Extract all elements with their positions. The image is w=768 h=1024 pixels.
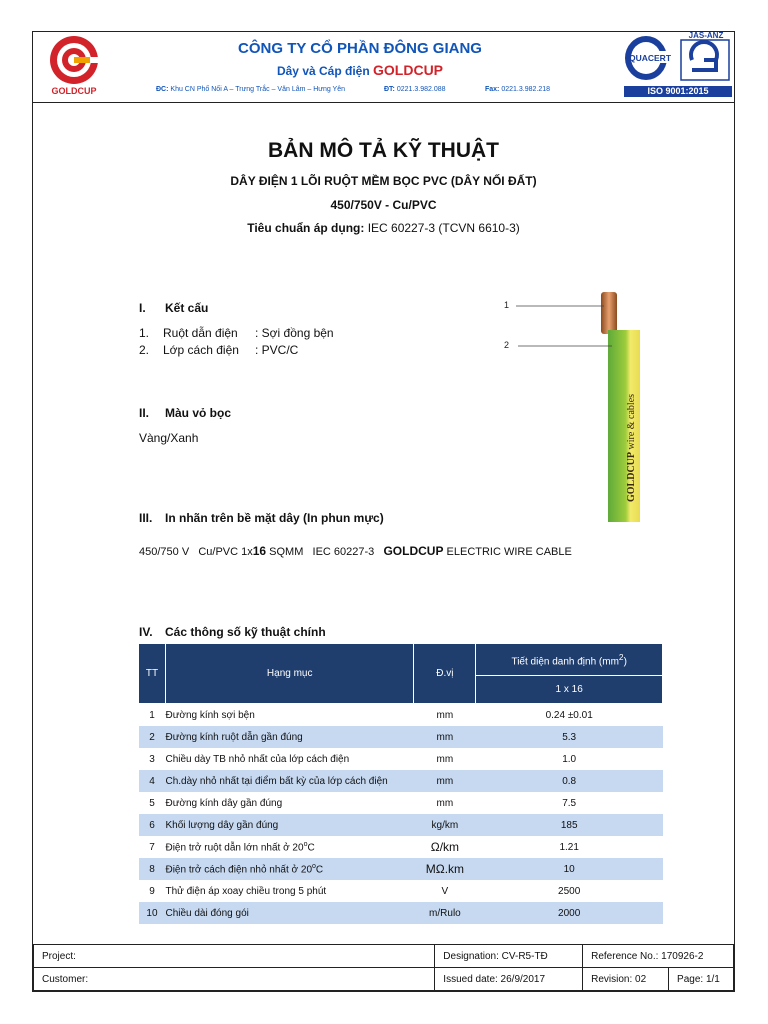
section-4-heading: IV. Các thông số kỹ thuật chính [139,625,326,639]
table-row: 10 Chiều dài đóng gói m/Rulo 2000 [139,902,663,924]
page-number: Page: 1/1 [669,968,734,991]
header-divider [33,102,734,103]
company-name: CÔNG TY CỔ PHẦN ĐÔNG GIANG [238,40,482,57]
table-row: 2 Đường kính ruột dẫn gần đúng mm 5.3 [139,726,663,748]
table-row: 4 Ch.dày nhỏ nhất tại điểm bất kỳ của lớp cách điện mm 0.8 [139,770,663,792]
callout-2: 2 [504,340,510,350]
table-row: 3 Chiều dày TB nhỏ nhất của lớp cách điện mm 1.0 [149,753,577,765]
brand-name: GOLDCUP [373,62,444,78]
product-subtitle: DÂY ĐIỆN 1 LÕI RUỘT MỀM BỌC PVC (DÂY NỐI ĐẤT) [230,174,537,188]
cable-print-text: GOLDCUP wire & cables [626,393,637,502]
logo-text: GOLDCUP [51,86,97,96]
revision: Revision: 02 [583,968,669,991]
company-phone: ĐT: 0221.3.982.088 [384,86,446,93]
sheath-color: Vàng/Xanh [139,431,199,445]
copper-conductor [601,292,617,334]
table-row: 7 Điện trở ruột dẫn lớn nhất ở 20$^o$C Ω/km 1.21 [149,840,579,854]
table-row: 1 Đường kính sợi bện mm 0.24 ±0.01 [149,709,593,721]
cert-name: QUACERT [628,53,672,63]
product-rating: 450/750V - Cu/PVC [330,198,437,212]
table-row: 6 Khối lượng dây gần đúng kg/km 185 [139,814,663,836]
section-1-heading: I. Kết cấu [139,301,209,315]
issued-date: Issued date: 26/9/2017 [435,968,583,991]
iso-badge: ISO 9001:2015 [624,86,732,97]
designation: Designation: CV-R5-TĐ [435,945,583,968]
page-title: BẢN MÔ TẢ KỸ THUẬT [268,139,499,162]
footer-table [33,944,734,991]
structure-item-1: 1. Ruột dẫn điện : Sợi đồng bện [139,326,334,340]
section-2-heading: II. Màu vỏ bọc [139,406,232,420]
surface-marking: 450/750 V Cu/PVC 1x16 SQMM IEC 60227-3 GOLDCUP ELECTRIC WIRE CABLE [139,544,572,558]
col-header-tt: TT [139,644,166,704]
spec-table [138,643,663,924]
company-subtitle: Dây và Cáp điện GOLDCUP [276,62,444,78]
table-row: 9 Thử điện áp xoay chiều trong 5 phút V 2500 [149,885,581,897]
company-fax: Fax: 0221.3.982.218 [485,86,551,93]
col-header-item: Hạng mục [165,644,413,704]
section-3-heading: III. In nhãn trên bề mặt dây (In phun mực) [139,511,384,525]
col-header-size: 1 x 16 [476,676,663,704]
col-header-unit: Đ.vị [414,644,476,704]
company-address: ĐC: Khu CN Phố Nối A – Trưng Trắc – Văn Lâm – Hưng Yên [156,86,346,93]
callout-1: 1 [504,300,510,310]
cert-top: JAS-ANZ [688,31,724,40]
cable-illustration [500,290,660,526]
reference-no: Reference No.: 170926-2 [583,945,734,968]
structure-item-2: 2. Lớp cách điện : PVC/C [139,343,299,357]
project-label: Project: [34,945,435,968]
col-header-section: Tiết diện danh định $(mm^2)$ [476,644,663,676]
applied-standard: Tiêu chuẩn áp dụng: IEC 60227-3 (TCVN 6610-3) [247,221,520,235]
table-row: 8 Điện trở cách điện nhỏ nhất ở 20$^o$C MΩ.km 10 [139,858,663,880]
customer-label: Customer: [34,968,435,991]
table-row: 5 Đường kính dây gần đúng mm 7.5 [149,797,577,809]
